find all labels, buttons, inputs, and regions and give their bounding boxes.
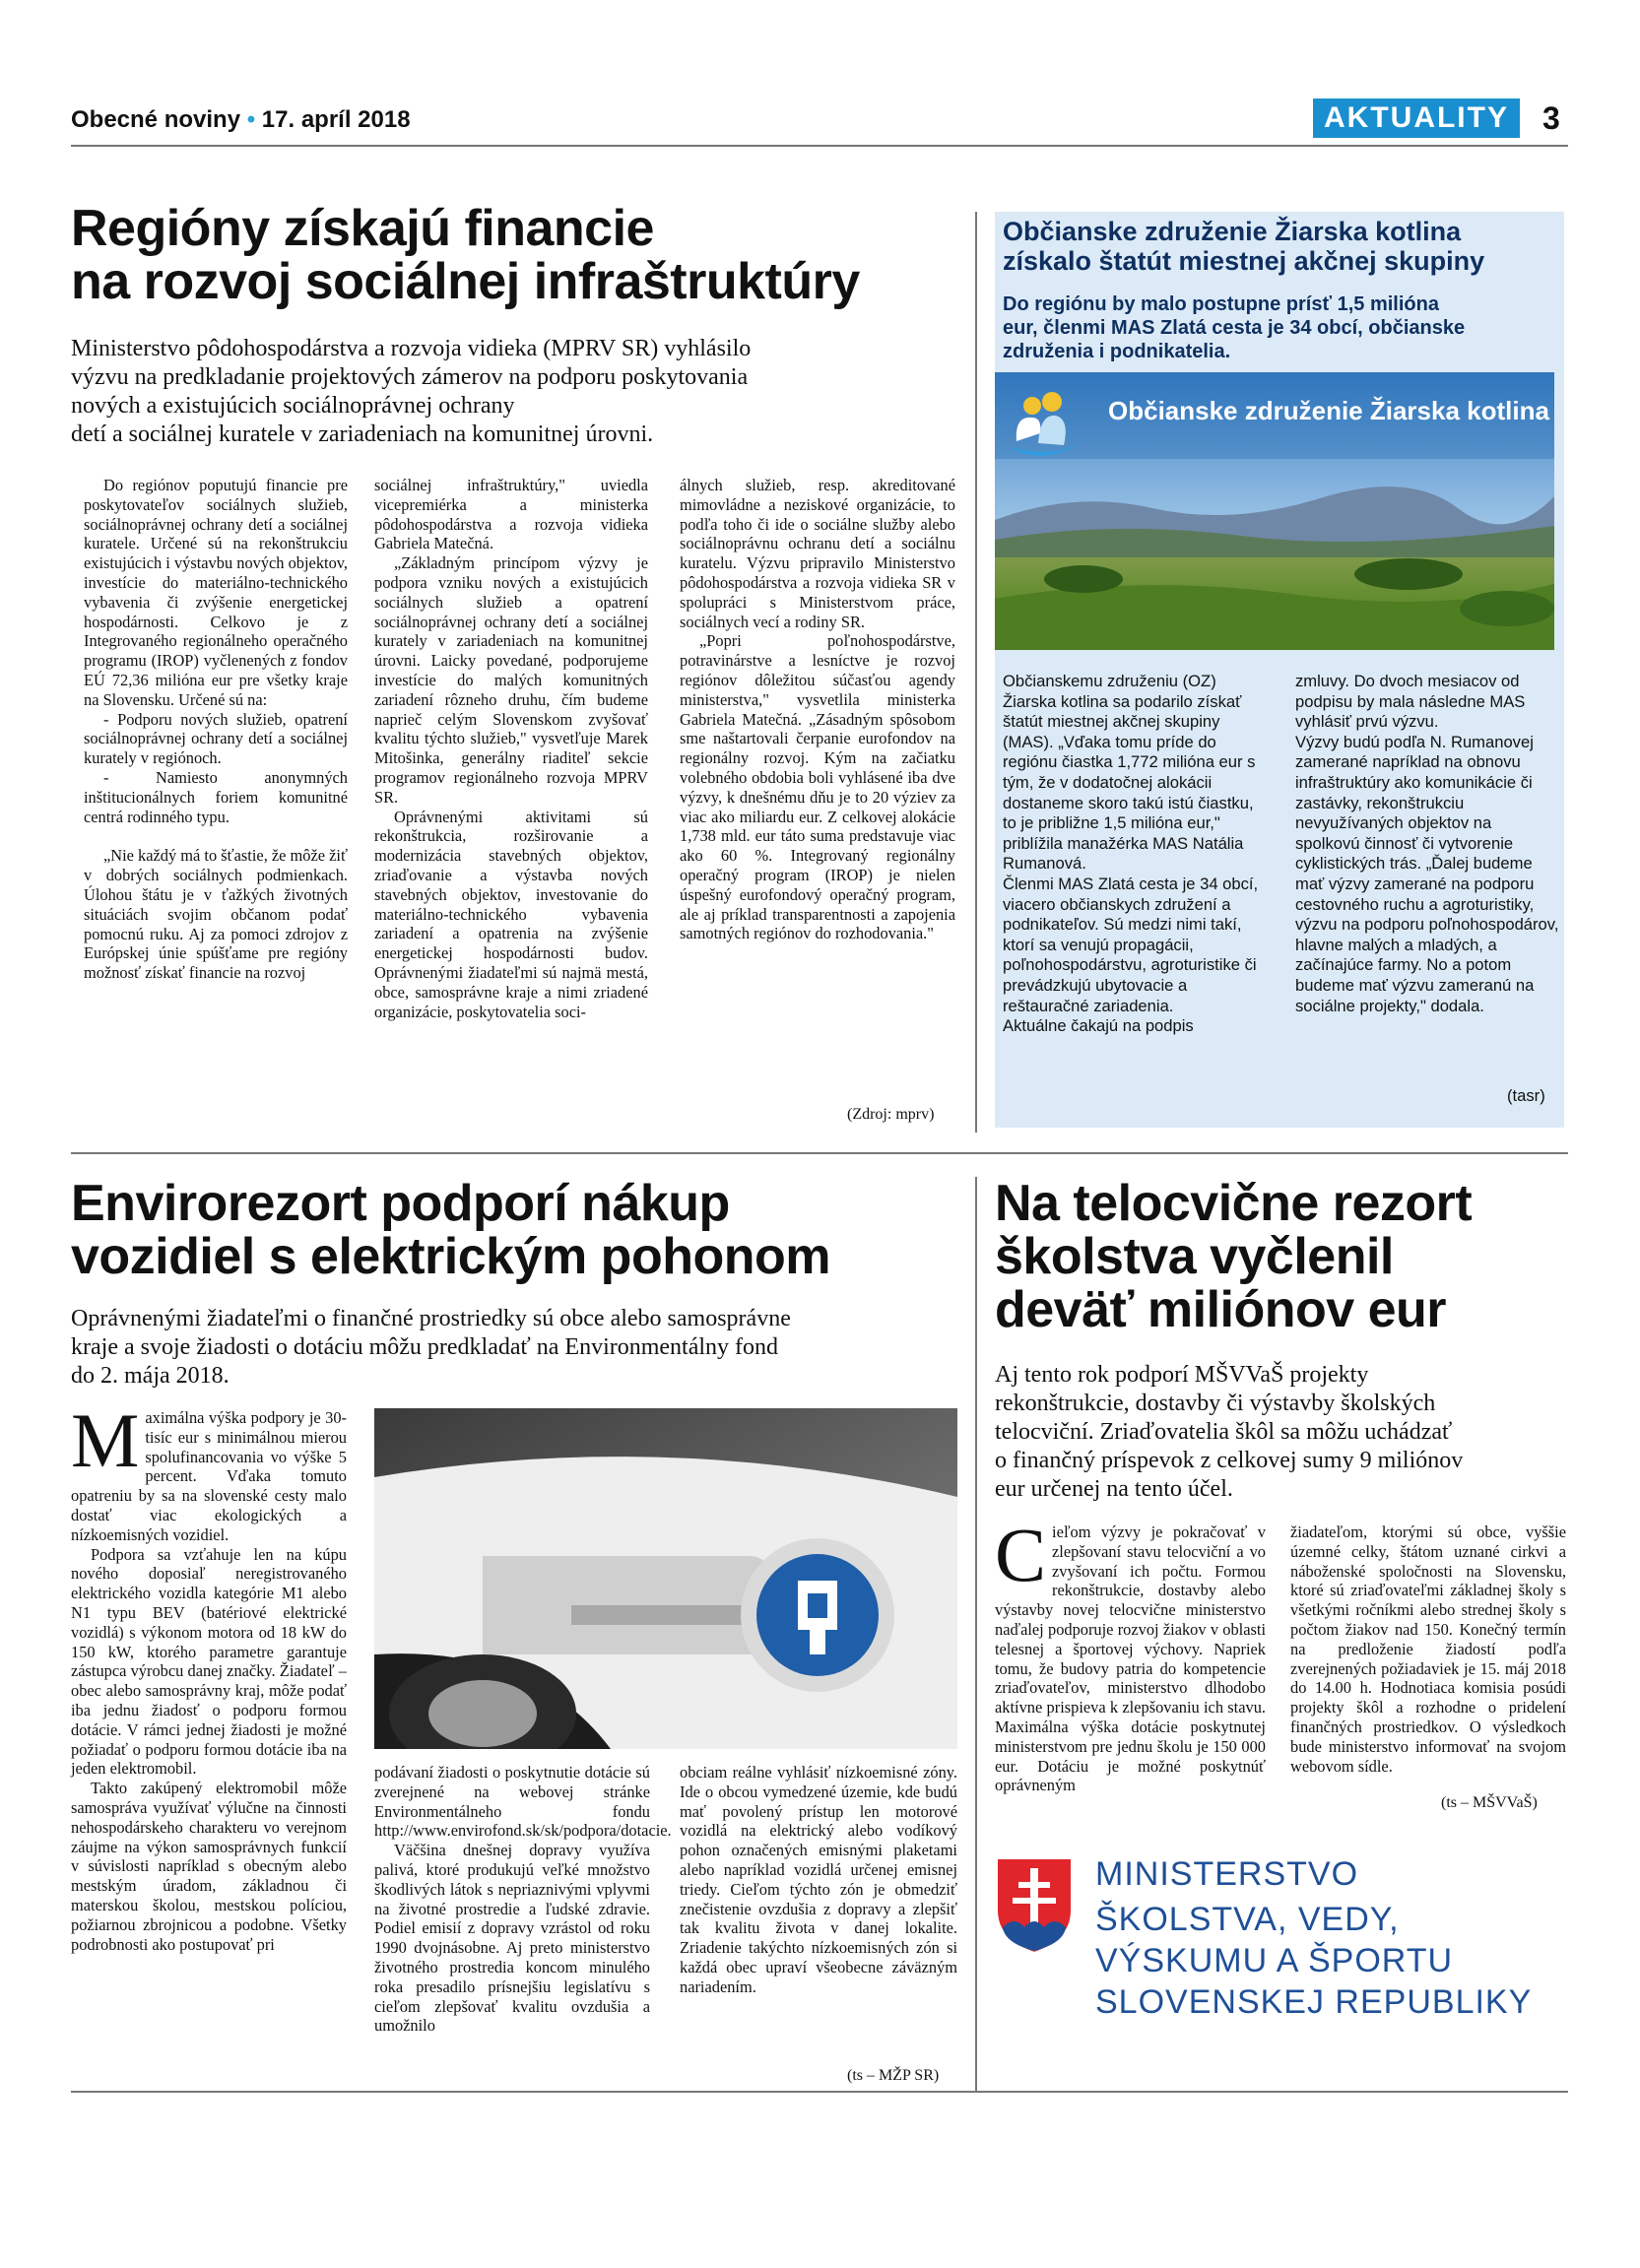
article-column bbox=[374, 1763, 672, 2036]
article-column bbox=[1290, 1523, 1566, 1776]
article-column bbox=[84, 476, 348, 983]
lead-line: združenia i podnikatelia. bbox=[1003, 341, 1231, 362]
paragraph: álnych služieb, resp. akreditované mimovládne a neziskové organizácie, to podľa toho či ide o sociálne služby alebo sociálnoprávnu ochranu detí a sociálnu kuratelu. Výzvu pripravilo Ministerstvo pôdohospodárstva a rozvoja vidieka SR v spolupráci s Ministerstvom práce, sociálnych vecí a rodiny SR. bbox=[680, 476, 955, 631]
paragraph bbox=[995, 1512, 1266, 1795]
ministry-logo-text bbox=[1095, 1853, 1532, 2023]
logo-line: SLOVENSKEJ REPUBLIKY bbox=[1095, 1983, 1533, 2021]
sidebar-credit: (tasr) bbox=[1507, 1086, 1545, 1105]
ev-charging-photo bbox=[374, 1408, 957, 1749]
headline-line: školstva vyčlenil bbox=[995, 1228, 1394, 1285]
column-divider bbox=[975, 1177, 977, 2093]
lead-line: nových a existujúcich sociálnoprávnej ochrany bbox=[71, 393, 515, 419]
coat-of-arms-icon bbox=[995, 1856, 1074, 1955]
masthead bbox=[71, 106, 411, 134]
drop-cap: C bbox=[995, 1512, 1047, 1597]
paragraph: Aktuálne čakajú na podpis bbox=[1003, 1016, 1194, 1036]
page-number: 3 bbox=[1542, 100, 1560, 136]
headline-line: Regióny získajú financie bbox=[71, 200, 654, 257]
footer-rule bbox=[71, 2091, 1568, 2093]
paragraph: podávaní žiadosti o poskytnutie dotácie sú zverejnené na webovej stránke Environmentálneho fondu http://www.envirofond.sk/sk/podpora/dotacie. bbox=[374, 1763, 672, 1841]
lead-line: telocviční. Zriaďovatelia škôl sa môžu uchádzať bbox=[995, 1419, 1453, 1445]
paragraph-text: aximálna výška podpory je 30-tisíc eur s minimálnou mierou spolufinancovania vo výške 5 percent. Vďaka tomuto opatreniu by sa na slovenské cesty malo dostať viac ekologických a nízkoemisných vozidiel. bbox=[71, 1408, 347, 1544]
lead-line: Do regiónu by malo postupne prísť 1,5 milióna bbox=[1003, 293, 1439, 315]
headline-line: deväť miliónov eur bbox=[995, 1281, 1447, 1338]
article-telocvicne bbox=[995, 1177, 1566, 1336]
paragraph: Oprávnenými aktivitami sú rekonštrukcia, rozširovanie a modernizácia stavebných objektov, zriaďovanie a výstavba nových stavebných objektov, investovanie do materiálno-technického vybavenia zariadení a opatrenia na zvýšenie energetickej hospodárnosti budov. Oprávnenými žiadateľmi sú najmä mestá, obce, samosprávne kraje a nimi zriadené organizácie, poskytovatelia soci- bbox=[374, 807, 648, 1021]
article-headline bbox=[995, 1177, 1566, 1336]
issue-date: 17. apríl 2018 bbox=[261, 106, 411, 133]
headline-line: získalo štatút miestnej akčnej skupiny bbox=[1003, 246, 1485, 276]
lead-line: Aj tento rok podporí MŠVVaŠ projekty bbox=[995, 1362, 1369, 1388]
lead-line: Ministerstvo pôdohospodárstva a rozvoja vidieka (MPRV SR) vyhlásilo bbox=[71, 336, 752, 361]
source-credit: (ts – MŽP SR) bbox=[847, 2067, 940, 2084]
sidebar-headline bbox=[1003, 217, 1564, 276]
headline-line: Občianske združenie Žiarska kotlina bbox=[1003, 217, 1462, 246]
charging-plug-image bbox=[374, 1408, 957, 1749]
lead-line: detí a sociálnej kuratele v zariadeniach na komunitnej úrovni. bbox=[71, 421, 654, 447]
lead-line: rekonštrukcie, dostavby či výstavby školských bbox=[995, 1391, 1436, 1416]
lead-line: kraje a svoje žiadosti o dotáciu môžu predkladať na Environmentálny fond bbox=[71, 1334, 779, 1360]
paragraph: - Namiesto anonymných inštitucionálnych foriem komunitné centrá rodinného typu. bbox=[84, 767, 348, 826]
paragraph: zmluvy. Do dvoch mesiacov od podpisu by mala následne MAS vyhlásiť prvú výzvu. bbox=[1295, 672, 1526, 732]
logo-line: MINISTERSTVO bbox=[1095, 1855, 1359, 1893]
lead-line: Oprávnenými žiadateľmi o finančné prostriedky sú obce alebo samosprávne bbox=[71, 1306, 791, 1331]
article-headline bbox=[71, 202, 957, 308]
headline-line: vozidiel s elektrickým pohonom bbox=[71, 1228, 830, 1285]
paragraph: Výzvy budú podľa N. Rumanovej zamerané napríklad na obnovu infraštruktúry ako komunikácie či zastávky, rekonštrukciu nevyužívaných objektov na spolkovú činnosť či vytvorenie cyklistických trás. „Ďalej budeme mať výzvy zamerané na podporu cestovného ruchu a agroturistiky, výzvu na podporu poľnohospodárov, hlavne malých a mladých, a začínajúce farmy. No a potom budeme mať výzvu zameranú na sociálne projekty," dodala. bbox=[1295, 732, 1559, 1015]
paragraph-text: ieľom výzvy je pokračovať v zlepšovaní stavu telocviční a vo zvyšovaní ich počtu. Formou rekonštrukcie, dostavby alebo výstavby novej telocvične ministerstvo naďalej podporuje rozvoj žiakov v oblasti telesnej a športovej výchovy. Napriek tomu, že budovy patria do kompetencie zriaďovateľov, ministerstvo dlhodobo aktívne prispieva k zlepšovaniu ich stavu. Maximálna výška dotácie poskytnutej ministerstvom pre jednu školu je 150 000 eur. Dotáciu je možné poskytnúť oprávneným bbox=[995, 1523, 1266, 1795]
paragraph: Do regiónov poputujú financie pre poskytovateľov sociálnych služieb, sociálnoprávnej ochrany detí a sociálnej kuratele. Určené sú na rekonštrukciu existujúcich i výstavbu nových objektov, investície do materiálno-technického vybavenia či zvýšenie energetickej hospodárnosti. Celkovo je z Integrovaného regionálneho operačného programu (IROP) vyčlenených z fondov EÚ 72,36 milióna eur pre všetky kraje na Slovensku. Určené sú na: bbox=[84, 476, 348, 709]
paragraph: žiadateľom, ktorými sú obce, vyššie územné celky, štátom uznané cirkvi a náboženské spoločnosti na Slovensku, ktoré sú zriaďovateľmi základnej školy s všetkými ročníkmi alebo strednej školy s počtom žiakov nad 150. Konečný termín na predloženie žiadostí podľa zverejnených požiadaviek je 15. máj 2018 do 14.00 h. Hodnotiaca komisia posúdi projekty škôl a rozhodne o pridelení finančných prostriedkov. O výsledkoch bude ministerstvo informovať na svojom webovom sídle. bbox=[1290, 1523, 1566, 1776]
sidebar-lead bbox=[1003, 292, 1564, 363]
paragraph: „Nie každý má to šťastie, že môže žiť v dobrých sociálnych podmienkach. Úlohou štátu je v ťažkých životných situáciách svojim občanom podať pomocnú ruku. Aj za pomoci zdrojov z Európskej únie spúšťame pre regióny možnosť získať financie na rozvoj bbox=[84, 846, 348, 983]
drop-cap: M bbox=[71, 1397, 140, 1483]
paragraph: Väčšina dnešnej dopravy využíva palivá, ktoré produkujú veľké množstvo škodlivých látok s nepriaznivými vplyvmi na životné prostredie a ľudské zdravie. Podiel emisií z dopravy vzrástol od roku 1990 dvojnásobne. Aj preto ministerstvo životného prostredia koncom minulého roka presadilo prísnejšiu legislatívu s cieľom zlepšovať kvalitu ovzdušia a umožnilo bbox=[374, 1841, 650, 2036]
headline-line: na rozvoj sociálnej infraštruktúry bbox=[71, 253, 860, 310]
paragraph: Členmi MAS Zlatá cesta je 34 obcí, viacero občianskych združení a podnikateľov. Sú medzi nimi takí, ktorí sa venujú propagácii, poľnohospodárstvu, agroturistike či prevádzkujú ubytovacie a reštauračné zariadenia. bbox=[1003, 874, 1259, 1015]
lead-line: výzvu na predkladanie projektových zámerov na podporu poskytovania bbox=[71, 364, 749, 390]
paragraph: - Podporu nových služieb, opatrení sociálnoprávnej ochrany detí a sociálnej kurately v regiónoch. bbox=[84, 709, 348, 768]
lead-line: eur, členmi MAS Zlatá cesta je 34 obcí, občianske bbox=[1003, 317, 1466, 339]
section-rule bbox=[71, 1152, 1568, 1154]
lead-line: eur určenej na tento účel. bbox=[995, 1476, 1233, 1502]
paragraph: Takto zakúpený elektromobil môže samospráva využívať výlučne na činnosti nehospodárskeho charakteru vo verejnom záujme na výkon samosprávnych funkcií v súvislosti napríklad s obecným alebo mestským úradom, základnou či materskou školou, mestskou políciou, požiarnou zbrojnicou a podobne. Všetky podrobnosti ako postupovať pri bbox=[71, 1779, 347, 1954]
landscape-image bbox=[995, 372, 1554, 650]
lead-line: do 2. mája 2018. bbox=[71, 1363, 230, 1389]
landscape-photo bbox=[995, 372, 1554, 650]
article-column bbox=[995, 1512, 1266, 1795]
article-column bbox=[374, 476, 648, 1021]
headline-line: Envirorezort podporí nákup bbox=[71, 1175, 730, 1232]
article-envirorezort bbox=[71, 1177, 957, 1283]
paragraph: „Základným princípom výzvy je podpora vzniku nových a existujúcich sociálnych služieb a opatrení sociálnoprávnej ochrany detí a sociálnej kurately v zariadeniach na komunitnej úrovni. Laicky povedané, podporujeme investície do malých komunitných zariadení rôzneho druhu, čím budeme naprieč celým Slovenskom zvyšovať kvalitu týchto služieb," vysvetľuje Marek Mitošinka, generálny riaditeľ sekcie programov regionálneho rozvoja MPRV SR. bbox=[374, 553, 648, 807]
slovak-coat-of-arms-icon bbox=[995, 1856, 1074, 1955]
article-regiony bbox=[71, 202, 957, 308]
source-credit: (Zdroj: mprv) bbox=[847, 1106, 935, 1123]
source-credit: (ts – MŠVVaŠ) bbox=[1441, 1794, 1538, 1811]
headline-line: Na telocvične rezort bbox=[995, 1175, 1473, 1232]
sidebar-column bbox=[1295, 672, 1559, 1016]
article-column bbox=[680, 1763, 957, 1997]
article-lead bbox=[71, 1305, 962, 1391]
paragraph: obciam reálne vyhlásiť nízkoemisné zóny. Ide o obcou vymedzené územie, kde budú mať povolený prístup len motorové vozidlá na elektrický alebo vodíkový pohon označených emisnými plaketami alebo napríklad vozidlá určenej emisnej triedy. Cieľom týchto zón je obmedziť znečistenie ovzdušia z dopravy a zlepšiť tak kvalitu života v danej lokalite. Zriadenie takýchto nízkoemisných zón si každá obec upraví všeobecne záväzným nariadením. bbox=[680, 1763, 957, 1996]
logo-line: ŠKOLSTVA, VEDY, bbox=[1095, 1901, 1400, 1938]
paragraph bbox=[71, 1397, 347, 1545]
paragraph: Občianskemu združeniu (OZ) Žiarska kotlina sa podarilo získať štatút miestnej akčnej skupiny (MAS). „Vďaka tomu príde do regiónu čiastka 1,772 milióna eur s tým, že v dodatočnej alokácii dostaneme skoro takú istú čiastku, to je približne 1,5 milióna eur," priblížila manažérka MAS Natália Rumanová. bbox=[1003, 672, 1256, 874]
article-column bbox=[680, 476, 955, 943]
logo-line: VÝSKUMU A ŠPORTU bbox=[1095, 1942, 1454, 1979]
article-column bbox=[71, 1397, 347, 1954]
sidebar-column bbox=[1003, 672, 1271, 1037]
article-headline bbox=[71, 1177, 957, 1283]
paper-name: Obecné noviny bbox=[71, 106, 241, 133]
paragraph: sociálnej infraštruktúry," uviedla vicepremiérka a ministerka pôdohospodárstva a rozvoja vidieka Gabriela Matečná. bbox=[374, 476, 648, 553]
lead-line: o finančný príspevok z celkovej sumy 9 miliónov bbox=[995, 1448, 1464, 1473]
article-lead bbox=[71, 335, 962, 449]
paragraph: Podpora sa vzťahuje len na kúpu nového doposiaľ neregistrovaného elektrického vozidla kategórie M1 alebo N1 typu BEV (batériové elektrické vozidlá) s výkonom motora od 18 kW do 150 kW, ktorého parametre garantuje zástupca výrobcu danej značky. Žiadateľ – obec alebo samosprávny kraj, môže podať iba jednu žiadosť o podporu formou dotácie. V rámci jednej žiadosti je možné požiadať o podporu formou dotácie iba na jeden elektromobil. bbox=[71, 1544, 347, 1779]
paragraph: „Popri poľnohospodárstve, potravinárstve a lesníctve je rozvoj regiónov dôležitou súčasťou agendy ministerstva," vysvetlila ministerka Gabriela Matečná. „Zásadným spôsobom sme naštartovali čerpanie eurofondov na regionálny rozvoj. Kým na začiatku volebného obdobia boli vyhlásené iba dve výzvy, k dnešnému dňu je to 20 výziev za viac ako miliardu eur. Z celkovej alokácie 1,738 mld. eur táto suma predstavuje viac ako 60 %. Integrovaný regionálny operačný program (IROP) je nielen úspešný eurofondový operačný program, ale aj príklad transparentnosti a zapojenia samotných regiónov do rozhodovania." bbox=[680, 631, 955, 943]
banner-text: Občianske združenie Žiarska kotlina bbox=[1108, 396, 1549, 425]
column-divider bbox=[975, 212, 977, 1133]
separator-dot: • bbox=[246, 106, 256, 133]
article-lead bbox=[995, 1361, 1566, 1504]
header-rule bbox=[71, 145, 1568, 147]
section-tag: AKTUALITY bbox=[1313, 98, 1520, 138]
